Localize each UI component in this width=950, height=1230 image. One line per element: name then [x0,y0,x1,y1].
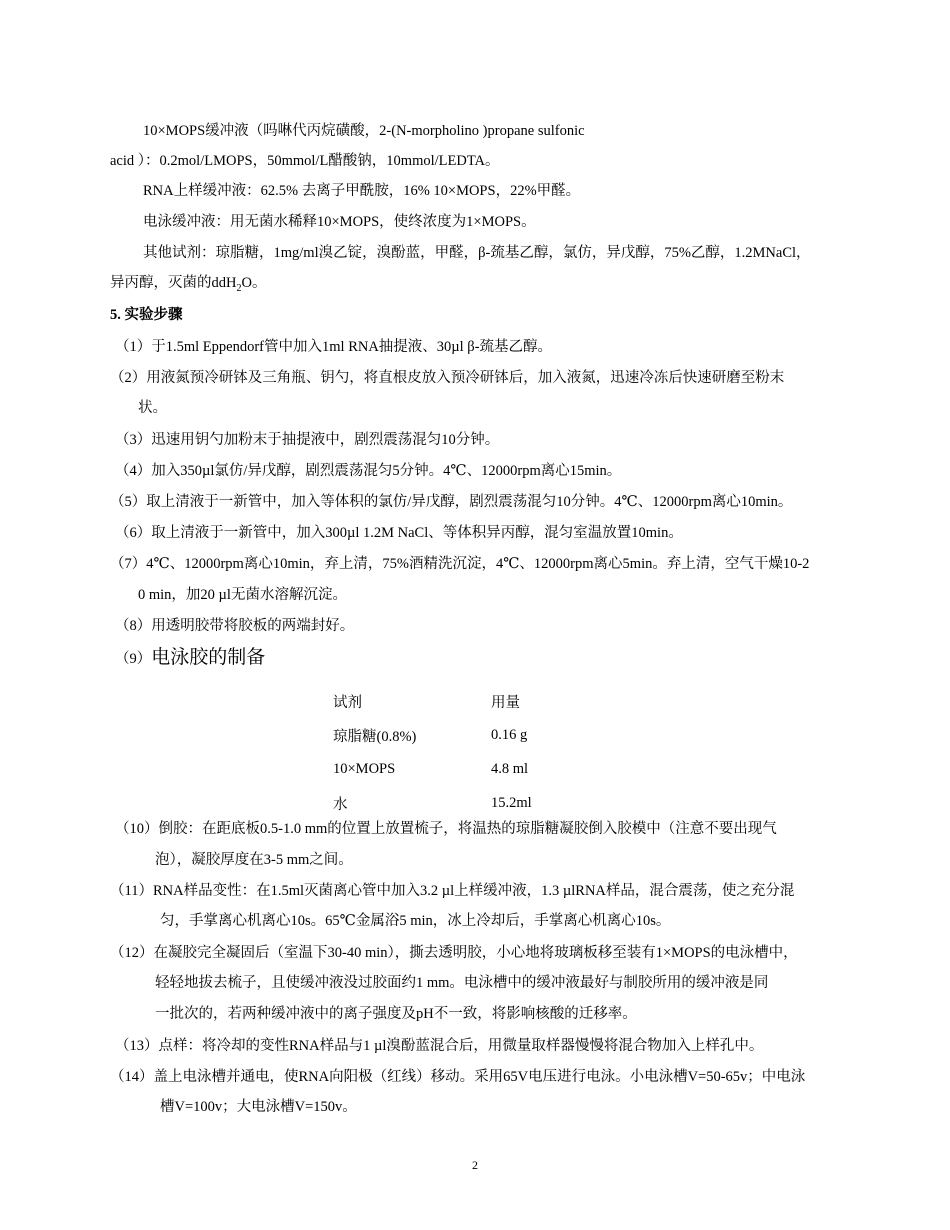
table-cell-amount: 4.8 ml [491,760,529,777]
step-9-number: （9） [115,651,152,667]
table-cell-reagent: 10×MOPS [333,760,396,777]
step-10: （10）倒胶：在距底板0.5-1.0 mm的位置上放置梳子，将温热的琼脂糖凝胶倒入胶模中（注意不要出现气 [115,821,777,837]
step-6: （6）取上清液于一新管中，加入300µl 1.2M NaCl、等体积异丙醇，混匀室温放置10min。 [115,525,683,541]
table-row [333,718,611,752]
reagent-line-mops-cont: acid ）：0.2mol/LMOPS，50mmol/L醋酸钠，10mmol/LEDTA。 [110,153,500,169]
reagent-line-running-buffer: 电泳缓冲液：用无菌水稀释10×MOPS，使终浓度为1×MOPS。 [143,214,536,230]
section-heading: 5. 实验步骤 [110,307,183,323]
step-2: （2）用液氮预冷研钵及三角瓶、钥勺，将直根皮放入预冷研钵后，加入液氮，迅速冷冻后快速研磨至粉末 [110,370,785,386]
step-7-cont: 0 min，加20 µl无菌水溶解沉淀。 [138,587,347,603]
step-14-cont: 槽V=100v；大电泳槽V=150v。 [160,1099,357,1115]
step-12: （12）在凝胶完全凝固后（室温下30-40 min），撕去透明胶，小心地将玻璃板移至装有1×MOPS的电泳槽中， [110,945,798,961]
step-9 [115,646,265,671]
reagent-text: 异丙醇，灭菌的ddH [110,275,237,291]
table-header-amount: 用量 [491,694,520,711]
step-13: （13）点样：将冷却的变性RNA样品与1 µl溴酚蓝混合后，用微量取样器慢慢将混合物加入上样孔中。 [115,1038,764,1054]
step-8: （8）用透明胶带将胶板的两端封好。 [115,618,355,634]
step-7: （7）4℃、12000rpm离心10min，弃上清，75%酒精洗沉淀，4℃、12000rpm离心5min。弃上清，空气干燥10-2 [110,556,810,572]
step-11: （11）RNA样品变性：在1.5ml灭菌离心管中加入3.2 µl上样缓冲液，1.3 µlRNA样品，混合震荡，使之充分混 [110,883,795,899]
step-12-cont-2: 一批次的，若两种缓冲液中的离子强度及pH不一致，将影响核酸的迁移率。 [155,1006,637,1022]
step-14: （14）盖上电泳槽并通电，使RNA向阳极（红线）移动。采用65V电压进行电泳。小电泳槽V=50-65v；中电泳 [110,1069,806,1085]
reagent-line-other: 其他试剂：琼脂糖，1mg/ml溴乙锭，溴酚蓝，甲醛，β-巯基乙醇，氯仿，异戊醇，75%乙醇，1.2MNaCl， [143,245,811,261]
table-cell-amount: 0.16 g [491,726,528,743]
reagent-line-loading-buffer: RNA上样缓冲液：62.5% 去离子甲酰胺，16% 10×MOPS，22%甲醛。 [143,183,581,199]
step-3: （3）迅速用钥勺加粉末于抽提液中，剧烈震荡混匀10分钟。 [115,432,500,448]
step-4: （4）加入350µl氯仿/异戊醇，剧烈震荡混匀5分钟。4℃、12000rpm离心15min。 [115,463,622,479]
table-header-row [333,684,611,718]
table-cell-reagent: 水 [333,796,348,813]
step-2-cont: 状。 [138,400,167,416]
table-header-reagent: 试剂 [333,694,362,711]
gel-recipe-table [333,684,611,820]
step-11-cont: 匀，手掌离心机离心10s。65℃金属浴5 min，冰上冷却后，手掌离心机离心10s。 [160,913,671,929]
step-1: （1）于1.5ml Eppendorf管中加入1ml RNA抽提液、30µl β-巯基乙醇。 [115,339,553,355]
table-row [333,786,611,820]
step-9-title: 电泳胶的制备 [151,647,266,668]
table-row [333,752,611,786]
reagent-line-mops: 10×MOPS缓冲液（吗啉代丙烷磺酸，2-(N-morpholino )propane sulfonic [143,123,585,139]
step-12-cont: 轻轻地拔去梳子，且使缓冲液没过胶面约1 mm。电泳槽中的缓冲液最好与制胶所用的缓冲液是同 [155,975,769,991]
page-number: 2 [472,1158,478,1172]
step-10-cont: 泡），凝胶厚度在3-5 mm之间。 [155,852,353,868]
step-5: （5）取上清液于一新管中，加入等体积的氯仿/异戊醇，剧烈震荡混匀10分钟。4℃、12000rpm离心10min。 [110,494,793,510]
table-cell-reagent: 琼脂糖(0.8%) [333,728,417,745]
table-cell-amount: 15.2ml [491,794,532,811]
reagent-text: O。 [241,275,267,291]
subscript: 2 [236,282,242,294]
reagent-line-other-cont [110,273,266,299]
